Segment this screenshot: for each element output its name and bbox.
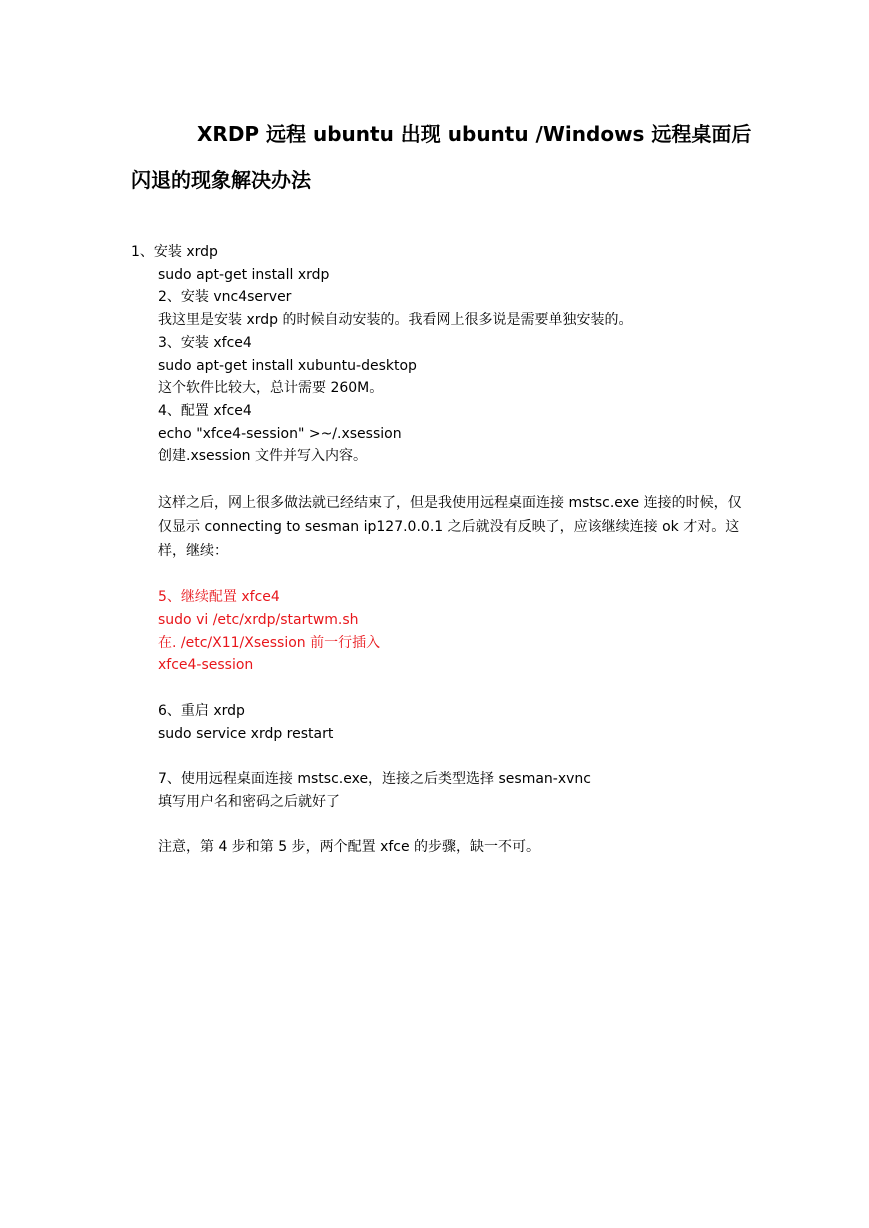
step-1-command: sudo apt-get install xrdp	[158, 266, 330, 283]
step-6-heading: 6、重启 xrdp	[158, 702, 245, 719]
title-line-1: XRDP 远程 ubuntu 出现 ubuntu /Windows 远程桌面后	[197, 122, 752, 146]
step-5-value: xfce4-session	[158, 657, 254, 674]
step-3-note: 这个软件比较大，总计需要 260M。	[158, 380, 384, 397]
spacer	[131, 564, 746, 587]
spacer	[131, 745, 746, 768]
step-2-note: 我这里是安装 xrdp 的时候自动安装的。我看网上很多说是需要单独安装的。	[158, 312, 633, 329]
title-line-2: 闪退的现象解决办法	[131, 168, 311, 192]
spacer	[131, 468, 746, 491]
page-title	[131, 111, 751, 203]
spacer	[131, 677, 746, 700]
spacer	[131, 813, 746, 836]
step-7-heading: 7、使用远程桌面连接 mstsc.exe，连接之后类型选择 sesman-xvnc	[158, 770, 591, 787]
explanation-paragraph: 这样之后，网上很多做法就已经结束了，但是我使用远程桌面连接 mstsc.exe 连接的时候，仅仅显示 connecting to sesman ip127.0.0.1 之后就没有反映了，应该继续连接 ok 才对。这样，继续：	[158, 494, 742, 560]
step-1-heading: 1、安装 xrdp	[131, 244, 218, 260]
step-2-heading: 2、安装 vnc4server	[158, 289, 292, 306]
step-5-heading: 5、继续配置 xfce4	[158, 589, 280, 606]
step-3-heading: 3、安装 xfce4	[158, 334, 252, 351]
step-6-command: sudo service xrdp restart	[158, 725, 334, 742]
step-7-note: 填写用户名和密码之后就好了	[158, 793, 340, 810]
step-4-heading: 4、配置 xfce4	[158, 402, 252, 419]
step-5-command: sudo vi /etc/xrdp/startwm.sh	[158, 612, 359, 628]
step-5-note: 在. /etc/X11/Xsession 前一行插入	[158, 634, 381, 651]
document-body	[131, 241, 746, 859]
step-3-command: sudo apt-get install xubuntu-desktop	[158, 357, 417, 374]
notice-line: 注意，第 4 步和第 5 步，两个配置 xfce 的步骤，缺一不可。	[158, 838, 541, 855]
step-4-command: echo "xfce4-session" >~/.xsession	[158, 425, 402, 442]
step-4-note: 创建.xsession 文件并写入内容。	[158, 448, 368, 465]
